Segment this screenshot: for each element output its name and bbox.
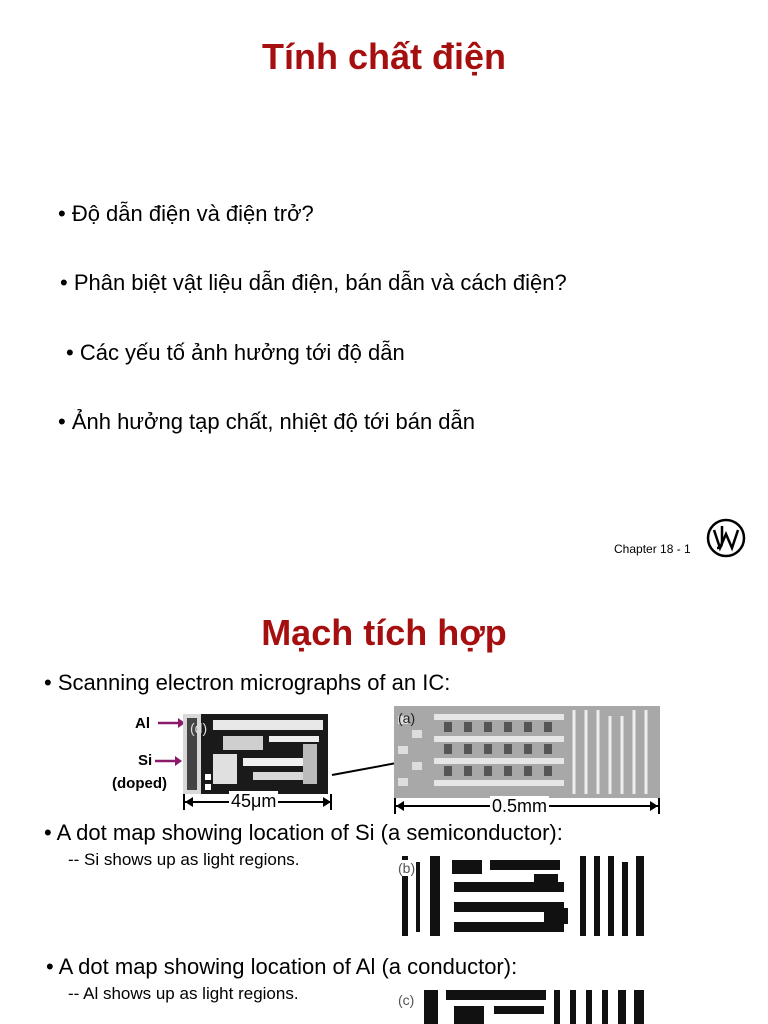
micrograph-a [394,706,660,798]
dotmap-c [394,988,658,1024]
fig-c-label: (c) [398,992,415,1008]
label-si: Si [138,752,153,769]
scale-label-05mm: 0.5mm [492,796,548,816]
bullet-si-dotmap: • A dot map showing location of Si (a semiconductor): [44,820,563,845]
bullet-factors: • Các yếu tố ảnh hưởng tới độ dẫn [66,340,405,365]
bullet-impurity: • Ảnh hưởng tạp chất, nhiệt độ tới bán dẫn [58,409,476,434]
bullet-conductivity: • Độ dẫn điện và điện trở? [58,201,314,226]
arrow-si-icon [153,754,183,773]
scale-label-45um: 45μm [231,791,277,811]
bullet-al-dotmap: • A dot map showing location of Al (a conductor): [46,954,518,979]
slide2-title: Mạch tích hợp [261,612,507,653]
fig-a-label: (a) [398,710,416,726]
fig-b-label: (b) [398,860,416,876]
slide1-title: Tính chất điện [261,36,506,77]
label-al: Al [135,715,150,732]
bullet-classification: • Phân biệt vật liệu dẫn điện, bán dẫn và cách điện? [60,270,567,295]
chapter-footer: Chapter 18 - 1 [614,542,691,556]
bullet-sem: • Scanning electron micrographs of an IC: [44,670,451,695]
sub-si-light: -- Si shows up as light regions. [68,850,300,869]
wiley-logo-icon [706,518,746,558]
arrow-al-icon [156,716,186,735]
dotmap-b [394,852,658,940]
label-doped: (doped) [112,775,167,792]
sub-al-light: -- Al shows up as light regions. [68,984,299,1003]
fig-d-label: (d) [190,720,208,736]
